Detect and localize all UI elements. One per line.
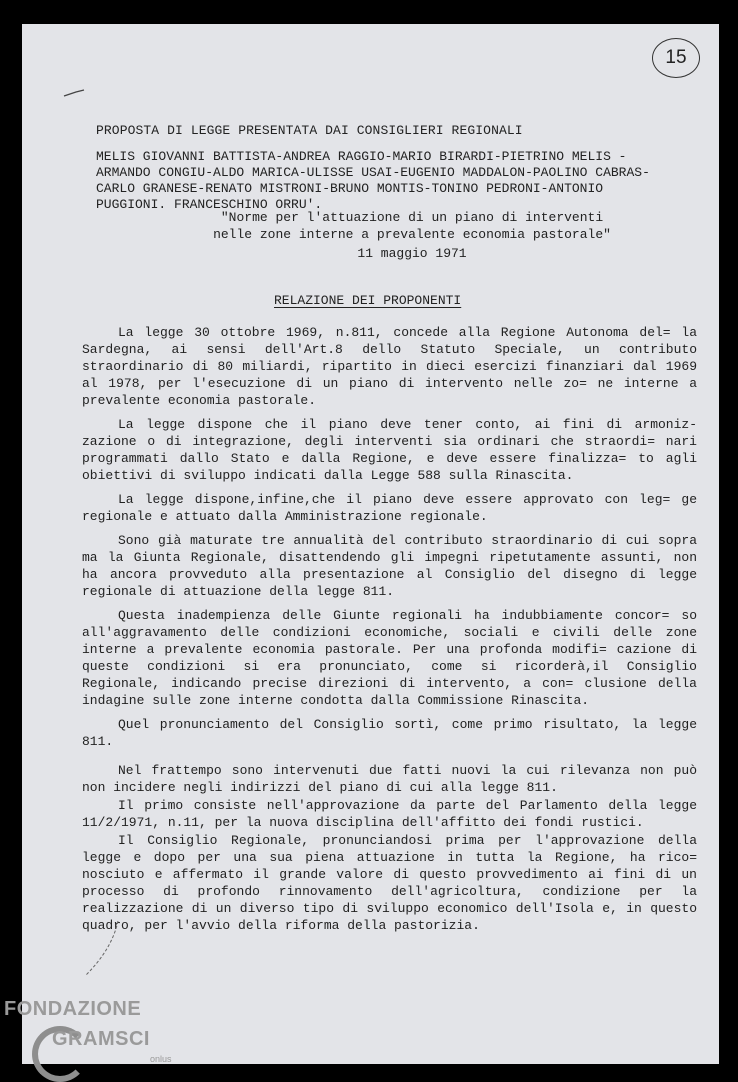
proposal-date: 11 maggio 1971 <box>357 246 467 261</box>
paragraph: Sono già maturate tre annualità del contributo straordinario di cui sopra ma la Giunta Regionale, disattendendo gli impegni ripetutamente assunti, non ha ancora provveduto alla presentazione al Consiglio del disegno di legge regionale di attuazione della legge 811. <box>82 533 697 599</box>
watermark-onlus: onlus <box>150 1054 172 1064</box>
page-number-circle <box>652 38 700 78</box>
paragraph: La legge 30 ottobre 1969, n.811, concede alla Regione Autonoma del= la Sardegna, ai sensi dell'Art.8 dello Statuto Speciale, un contributo straordinario di 80 miliardi, ripartito in dieci esercizi finanziari dal 1969 al 1978, per l'esecuzione di un piano di intervento nelle zo= ne interne a prevalente economia pastorale. <box>82 325 697 408</box>
paragraph: Questa inadempienza delle Giunte regionali ha indubbiamente concor= so all'aggravamento delle condizioni economiche, sociali e civili delle zone interne a prevalente economia pastorale. Per una profonda modifi= cazione di queste condizioni si era pronunciato, come si ricorderà,il Consiglio Regionale, indicando precise direzioni di intervento, a con= clusione della indagine sulle zone interne condotta dalla Commissione Rinascita. <box>82 608 697 708</box>
paragraph: Il Consiglio Regionale, pronunciandosi prima per l'approvazione della legge e dopo per una sua piena attuazione in tutta la Regione, ha rico= nosciuto e affermato il grande valore di questo provvedimento ai fini di un processo di profondo rinnovamento dell'agricoltura, condizione per la realizzazione di un diverso tipo di sviluppo economico dell'Isola e, in questo quadro, per l'avvio della riforma della pastorizia. <box>82 833 697 933</box>
signers-line: PUGGIONI. FRANCESCHINO ORRU'. <box>96 197 323 212</box>
paragraph: Il primo consiste nell'approvazione da parte del Parlamento della legge 11/2/1971, n.11, per la nuova disciplina dell'affitto dei fondi rustici. <box>82 798 697 830</box>
paragraph: La legge dispone che il piano deve tener conto, ai fini di armoniz- zazione o di integrazione, degli interventi sia ordinari che straordi= nari programmati dallo Stato e dalla Regione, e deve essere finalizza= to agli obiettivi di sviluppo indicati dalla Legge 588 sulla Rinascita. <box>82 417 697 483</box>
law-title-line: nelle zone interne a prevalente economia pastorale" <box>213 227 611 242</box>
signers-list <box>96 149 696 213</box>
pen-stroke-icon <box>82 919 122 979</box>
paragraph: La legge dispone,infine,che il piano deve essere approvato con leg= ge regionale e attuato dalla Amministrazione regionale. <box>82 492 697 524</box>
pen-mark-icon <box>62 86 88 100</box>
document-page <box>22 24 719 1064</box>
signers-line: MELIS GIOVANNI BATTISTA-ANDREA RAGGIO-MARIO BIRARDI-PIETRINO MELIS - <box>96 149 627 164</box>
law-title-line: "Norme per l'attuazione di un piano di interventi <box>220 210 604 225</box>
proposal-heading: PROPOSTA DI LEGGE PRESENTATA DAI CONSIGLIERI REGIONALI <box>96 123 523 138</box>
signers-line: ARMANDO CONGIU-ALDO MARICA-ULISSE USAI-EUGENIO MADDALON-PAOLINO CABRAS- <box>96 165 650 180</box>
watermark-line: FONDAZIONE <box>4 998 142 1020</box>
watermark-line: GRAMSCI <box>52 1028 150 1050</box>
fondazione-gramsci-watermark <box>4 998 184 1078</box>
report-body <box>82 324 697 941</box>
law-title <box>182 209 642 243</box>
section-title: RELAZIONE DEI PROPONENTI <box>274 293 462 308</box>
page-number: 15 <box>665 47 687 68</box>
paragraph: Quel pronunciamento del Consiglio sortì, come primo risultato, la legge 811. <box>82 717 697 749</box>
paragraph: Nel frattempo sono intervenuti due fatti nuovi la cui rilevanza non può non incidere negli indirizzi del piano di cui alla legge 811. <box>82 763 697 795</box>
signers-line: CARLO GRANESE-RENATO MISTRONI-BRUNO MONTIS-TONINO PEDRONI-ANTONIO <box>96 181 604 196</box>
